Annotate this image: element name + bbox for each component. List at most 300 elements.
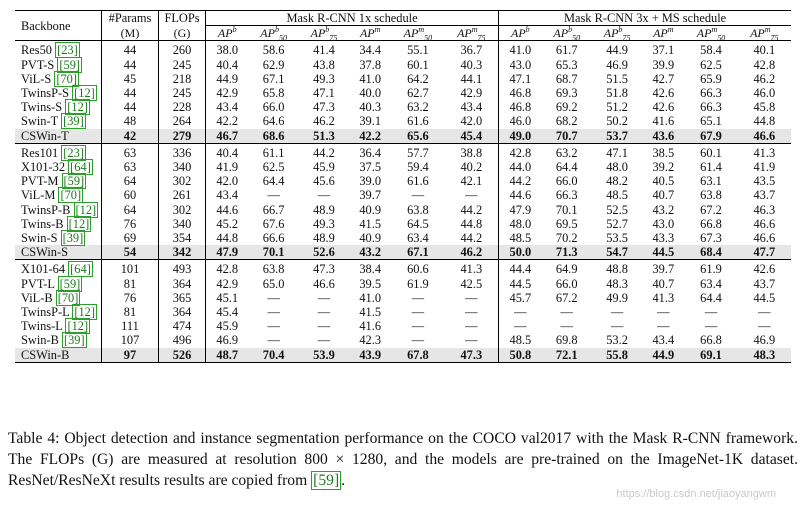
value-3x-cell: 53.5: [606, 231, 628, 246]
value-3x-cell: 58.4: [700, 43, 722, 58]
value-1x-cell: 42.9: [206, 277, 249, 291]
flops-cell: 279: [159, 129, 206, 144]
value-3x-cell: 46.2: [753, 71, 776, 86]
value-1x-cell: 49.3: [313, 216, 335, 231]
metric-header: $AP^b$: [206, 26, 249, 41]
value-3x-cell: 40.5: [652, 174, 675, 189]
citation-link[interactable]: [70]: [60, 188, 82, 203]
value-3x-cell: 42.7: [652, 71, 675, 86]
citation-link[interactable]: [12]: [75, 202, 97, 217]
value-1x-cell: 65.0: [262, 276, 285, 291]
backbone-cell: [15, 260, 102, 277]
value-1x-cell: 44.2: [460, 231, 483, 246]
value-3x-cell: 43.7: [753, 276, 776, 291]
value-3x-cell: 66.3: [700, 86, 722, 101]
value-3x-cell: 46.9: [753, 333, 776, 348]
value-3x-cell: 43.0: [652, 216, 675, 231]
value-1x-cell: 41.4: [313, 43, 335, 58]
value-1x-cell: 64.2: [407, 71, 429, 86]
value-1x-cell: 40.9: [359, 231, 382, 246]
value-1x-cell: 52.6: [299, 245, 349, 260]
ours-row: [15, 348, 791, 363]
value-3x-cell: 48.2: [606, 174, 628, 189]
backbone-cell: [15, 86, 102, 100]
value-3x-cell: 50.0: [499, 245, 542, 260]
params-cell: 76: [102, 217, 159, 231]
value-3x-cell: 43.5: [753, 174, 776, 189]
backbone-name: TwinsP-S: [21, 86, 70, 101]
value-1x-cell: 42.5: [460, 276, 483, 291]
backbone-name: TwinsP-B: [21, 202, 71, 217]
value-3x-cell: 42.6: [652, 86, 675, 101]
backbone-cell: [15, 291, 102, 305]
value-3x-cell: 69.1: [684, 348, 737, 363]
flops-cell: 302: [159, 203, 206, 217]
value-1x-cell: 44.6: [206, 203, 249, 217]
value-1x-cell: 44.8: [460, 216, 483, 231]
value-1x-cell: 61.9: [407, 276, 429, 291]
flops-cell: 354: [159, 231, 206, 245]
value-3x-cell: 38.5: [652, 145, 675, 160]
value-3x-cell: 66.3: [555, 188, 578, 203]
value-1x-cell: 67.1: [391, 245, 444, 260]
value-3x-cell: 46.8: [499, 86, 542, 100]
citation-link[interactable]: [23]: [63, 145, 84, 160]
backbone-name: CSWin-B: [21, 347, 70, 362]
value-1x-cell: 44.2: [313, 145, 335, 160]
value-3x-cell: 68.4: [684, 245, 737, 260]
value-3x-cell: 65.1: [700, 114, 722, 129]
value-3x-cell: 50.8: [499, 348, 542, 363]
value-3x-cell: 68.2: [555, 114, 578, 129]
flops-cell: 342: [159, 245, 206, 260]
value-1x-cell: 47.1: [313, 86, 335, 101]
value-1x-cell: 47.3: [313, 262, 335, 277]
backbone-name: Twins-L: [21, 319, 63, 334]
value-1x-cell: 45.9: [313, 160, 335, 175]
params-cell: 76: [102, 291, 159, 305]
value-3x-cell: 46.0: [753, 86, 776, 101]
backbone-name: TwinsP-L: [21, 305, 70, 320]
backbone-name: CSWin-T: [21, 128, 69, 143]
backbone-name: Twins-S: [21, 100, 63, 115]
col-params-unit: (M): [102, 26, 159, 41]
value-3x-cell: —: [560, 319, 573, 334]
flops-cell: 526: [159, 348, 206, 363]
backbone-cell: [15, 174, 102, 188]
flops-cell: 364: [159, 277, 206, 291]
value-3x-cell: 46.6: [738, 129, 791, 144]
value-3x-cell: 39.9: [652, 57, 675, 72]
col-flops-unit: (G): [159, 26, 206, 41]
table-row: [15, 203, 791, 217]
value-3x-cell: 48.3: [738, 348, 791, 363]
value-3x-cell: 47.9: [499, 203, 542, 217]
value-3x-cell: 43.4: [652, 333, 675, 348]
value-1x-cell: 43.4: [206, 188, 249, 202]
metric-header: $AP^m$: [349, 26, 391, 41]
backbone-cell: [15, 305, 102, 319]
value-3x-cell: 42.8: [753, 57, 776, 72]
metric-header: $AP^b_{50}$: [248, 26, 298, 41]
value-1x-cell: 66.0: [262, 100, 285, 115]
params-cell: 44: [102, 41, 159, 58]
backbone-cell: [15, 245, 102, 260]
citation-link[interactable]: [12]: [74, 305, 96, 320]
value-1x-cell: —: [317, 333, 331, 348]
value-3x-cell: 44.9: [606, 43, 628, 58]
backbone-name: Twins-B: [21, 216, 64, 231]
flops-cell: 493: [159, 260, 206, 277]
value-1x-cell: 62.7: [407, 86, 429, 101]
value-1x-cell: —: [411, 333, 425, 348]
value-1x-cell: 45.9: [206, 319, 249, 333]
flops-cell: 218: [159, 72, 206, 86]
caption-end: .: [341, 472, 346, 489]
value-1x-cell: 40.4: [206, 58, 249, 72]
value-1x-cell: 61.6: [407, 174, 429, 189]
value-1x-cell: 48.9: [313, 231, 335, 246]
value-1x-cell: 46.6: [313, 276, 335, 291]
value-3x-cell: 43.0: [499, 58, 542, 72]
table-row: [15, 333, 791, 347]
value-1x-cell: —: [411, 305, 425, 320]
value-1x-cell: 39.0: [359, 174, 382, 189]
value-1x-cell: 42.2: [206, 114, 249, 128]
value-3x-cell: 66.3: [700, 100, 722, 115]
value-3x-cell: 48.0: [606, 160, 628, 175]
metric-header: $AP^m$: [642, 26, 684, 41]
value-3x-cell: 71.3: [542, 245, 592, 260]
value-3x-cell: 66.0: [555, 276, 578, 291]
value-1x-cell: 61.6: [407, 114, 429, 129]
params-cell: 101: [102, 260, 159, 277]
params-cell: 44: [102, 58, 159, 72]
value-3x-cell: 46.8: [499, 100, 542, 114]
value-3x-cell: 69.5: [555, 216, 578, 231]
caption-resolution: 800 × 1280: [304, 451, 384, 468]
value-3x-cell: 37.1: [652, 43, 675, 58]
value-3x-cell: 39.7: [652, 262, 675, 277]
value-3x-cell: 63.2: [555, 145, 578, 160]
value-3x-cell: 61.4: [700, 160, 722, 175]
value-1x-cell: 41.6: [359, 319, 382, 334]
value-1x-cell: —: [465, 333, 478, 348]
value-1x-cell: 43.2: [349, 245, 391, 260]
value-1x-cell: —: [465, 319, 478, 334]
citation-link[interactable]: [23]: [57, 43, 78, 58]
table-row: [15, 305, 791, 319]
value-1x-cell: —: [317, 305, 331, 320]
value-1x-cell: 44.9: [206, 72, 249, 86]
citation-link[interactable]: [39]: [62, 231, 84, 246]
value-1x-cell: 51.3: [299, 129, 349, 144]
value-3x-cell: 68.7: [555, 71, 578, 86]
value-3x-cell: 46.6: [753, 216, 776, 231]
value-3x-cell: 63.4: [700, 276, 722, 291]
watermark: https://blog.csdn.net/jiaoyangwm: [616, 488, 776, 500]
value-3x-cell: 42.6: [753, 262, 776, 277]
flops-cell: 340: [159, 217, 206, 231]
value-3x-cell: —: [758, 319, 771, 334]
value-3x-cell: 47.7: [738, 245, 791, 260]
value-3x-cell: 40.7: [652, 188, 675, 203]
flops-cell: 496: [159, 333, 206, 347]
value-1x-cell: 64.6: [262, 114, 285, 129]
backbone-name: PVT-S: [21, 57, 55, 72]
value-3x-cell: 40.1: [753, 43, 776, 58]
value-1x-cell: 45.4: [445, 129, 499, 144]
citation-link[interactable]: [39]: [63, 114, 84, 129]
value-3x-cell: 47.1: [606, 145, 628, 160]
params-cell: 107: [102, 333, 159, 347]
params-cell: 64: [102, 174, 159, 188]
params-cell: 81: [102, 277, 159, 291]
backbone-cell: [15, 231, 102, 245]
value-1x-cell: 60.1: [407, 57, 429, 72]
backbone-cell: [15, 333, 102, 347]
citation-link[interactable]: [70]: [56, 71, 77, 86]
value-3x-cell: —: [657, 305, 670, 320]
backbone-cell: [15, 72, 102, 86]
value-3x-cell: 44.4: [499, 260, 542, 277]
citation-link[interactable]: [64]: [70, 262, 91, 277]
params-cell: 42: [102, 129, 159, 144]
params-cell: 97: [102, 348, 159, 363]
value-3x-cell: 70.7: [542, 129, 592, 144]
flops-cell: 245: [159, 86, 206, 100]
value-1x-cell: 47.3: [313, 100, 335, 115]
value-3x-cell: —: [758, 305, 771, 320]
value-1x-cell: 43.4: [460, 100, 483, 115]
params-cell: 54: [102, 245, 159, 260]
value-1x-cell: 66.7: [262, 202, 285, 217]
backbone-cell: [15, 188, 102, 202]
flops-cell: 364: [159, 305, 206, 319]
value-1x-cell: 43.9: [349, 348, 391, 363]
value-3x-cell: 44.5: [499, 277, 542, 291]
backbone-cell: [15, 129, 102, 144]
value-3x-cell: —: [499, 305, 542, 319]
value-3x-cell: 60.1: [700, 145, 722, 160]
value-3x-cell: 44.9: [642, 348, 684, 363]
backbone-cell: [15, 114, 102, 128]
value-1x-cell: 42.9: [460, 86, 483, 101]
citation-link[interactable]: [59]: [59, 276, 81, 291]
value-3x-cell: 49.9: [606, 290, 628, 305]
metric-header: $AP^m_{50}$: [391, 26, 444, 41]
group-1x: Mask R-CNN 1x schedule: [206, 11, 499, 26]
ours-row: [15, 245, 791, 260]
value-3x-cell: 67.2: [700, 202, 722, 217]
value-3x-cell: 43.6: [642, 129, 684, 144]
backbone-cell: [15, 217, 102, 231]
value-3x-cell: 52.5: [606, 202, 628, 217]
metric-header: $AP^b$: [499, 26, 542, 41]
value-1x-cell: 61.1: [262, 145, 285, 160]
value-3x-cell: 48.3: [606, 276, 628, 291]
caption-label: Table 4:: [8, 430, 60, 447]
backbone-name: ViL-S: [21, 71, 52, 86]
value-1x-cell: 57.7: [407, 145, 429, 160]
backbone-cell: [15, 203, 102, 217]
backbone-cell: [15, 41, 102, 58]
group-3x: Mask R-CNN 3x + MS schedule: [499, 11, 791, 26]
flops-cell: 228: [159, 100, 206, 114]
value-1x-cell: 64.5: [407, 216, 429, 231]
value-1x-cell: —: [267, 319, 280, 334]
table-row: [15, 231, 791, 245]
table-row: [15, 174, 791, 188]
value-3x-cell: 43.3: [652, 231, 675, 246]
value-1x-cell: 48.9: [313, 202, 335, 217]
table-body: [15, 41, 791, 362]
params-cell: 60: [102, 188, 159, 202]
value-3x-cell: 45.7: [499, 291, 542, 305]
backbone-name: Swin-B: [21, 333, 59, 348]
value-3x-cell: 48.5: [499, 333, 542, 347]
value-1x-cell: 40.9: [359, 202, 382, 217]
value-1x-cell: 65.6: [391, 129, 444, 144]
value-3x-cell: 43.7: [753, 188, 776, 203]
value-3x-cell: 63.1: [700, 174, 722, 189]
backbone-cell: [15, 143, 102, 160]
table-row: [15, 188, 791, 202]
value-1x-cell: —: [465, 188, 478, 203]
table-row: [15, 277, 791, 291]
value-3x-cell: 41.0: [499, 41, 542, 58]
value-3x-cell: 64.9: [555, 262, 578, 277]
ours-row: [15, 129, 791, 144]
value-3x-cell: 64.4: [700, 290, 722, 305]
citation-link[interactable]: [59]: [59, 57, 81, 72]
value-3x-cell: 42.8: [499, 143, 542, 160]
metric-header: $AP^b_{75}$: [592, 26, 642, 41]
value-1x-cell: 43.8: [313, 57, 335, 72]
value-1x-cell: 62.9: [262, 57, 285, 72]
citation-link[interactable]: [39]: [63, 333, 85, 348]
params-cell: 69: [102, 231, 159, 245]
value-1x-cell: 44.1: [460, 71, 483, 86]
value-3x-cell: 67.3: [700, 231, 722, 246]
backbone-cell: [15, 277, 102, 291]
value-3x-cell: 66.8: [700, 216, 722, 231]
value-3x-cell: 41.9: [753, 160, 776, 175]
params-cell: 45: [102, 72, 159, 86]
value-3x-cell: 48.0: [499, 217, 542, 231]
value-1x-cell: 47.3: [445, 348, 499, 363]
citation-link[interactable]: [12]: [67, 319, 89, 334]
value-3x-cell: 70.1: [555, 202, 578, 217]
value-3x-cell: —: [499, 319, 542, 333]
caption-text-2: , and the models are pre-trained on the ImageNet-1K dataset. ResNet/ResNeXt results results are copied from: [8, 451, 798, 489]
value-1x-cell: 45.2: [206, 217, 249, 231]
params-cell: 111: [102, 319, 159, 333]
value-1x-cell: 63.2: [407, 100, 429, 115]
value-3x-cell: 44.6: [499, 188, 542, 202]
backbone-name: Swin-T: [21, 114, 58, 129]
metric-header: $AP^m_{75}$: [445, 26, 499, 41]
value-1x-cell: 40.4: [206, 143, 249, 160]
value-1x-cell: 48.7: [206, 348, 249, 363]
citation-link[interactable]: [70]: [57, 290, 79, 305]
value-3x-cell: 67.9: [684, 129, 737, 144]
col-flops: FLOPs: [159, 11, 206, 26]
value-3x-cell: 65.3: [555, 57, 578, 72]
citation-link[interactable]: [64]: [70, 160, 91, 175]
value-3x-cell: 45.8: [753, 100, 776, 115]
value-1x-cell: 49.3: [313, 71, 335, 86]
caption-ref-link[interactable]: [59]: [313, 472, 340, 489]
params-cell: 44: [102, 100, 159, 114]
value-1x-cell: 41.0: [359, 290, 382, 305]
value-1x-cell: 38.0: [206, 41, 249, 58]
value-1x-cell: 36.7: [460, 43, 483, 58]
citation-link[interactable]: [12]: [67, 100, 88, 115]
value-1x-cell: —: [267, 290, 280, 305]
value-3x-cell: 42.6: [652, 100, 675, 115]
value-3x-cell: 62.5: [700, 57, 722, 72]
metric-header: $AP^m_{75}$: [738, 26, 791, 41]
value-3x-cell: 66.8: [700, 333, 722, 348]
value-1x-cell: 36.4: [359, 145, 382, 160]
backbone-name: PVT-L: [21, 276, 55, 291]
value-3x-cell: 61.7: [555, 43, 578, 58]
value-3x-cell: 72.1: [542, 348, 592, 363]
value-3x-cell: 70.2: [555, 231, 578, 246]
value-3x-cell: —: [610, 305, 624, 320]
value-1x-cell: 42.2: [349, 129, 391, 144]
value-1x-cell: 70.1: [248, 245, 298, 260]
value-1x-cell: 62.5: [262, 160, 285, 175]
flops-cell: 264: [159, 114, 206, 128]
value-1x-cell: 42.9: [206, 86, 249, 100]
citation-link[interactable]: [59]: [63, 174, 85, 189]
value-1x-cell: —: [317, 188, 331, 203]
value-3x-cell: 54.7: [592, 245, 642, 260]
backbone-name: Swin-S: [21, 231, 58, 246]
header-row-1: [15, 11, 791, 26]
backbone-name: X101-64: [21, 262, 66, 277]
col-params: #Params: [102, 11, 159, 26]
value-1x-cell: 42.1: [460, 174, 483, 189]
value-1x-cell: —: [465, 290, 478, 305]
value-1x-cell: 67.8: [391, 348, 444, 363]
metric-header: $AP^b_{50}$: [542, 26, 592, 41]
value-3x-cell: 63.8: [700, 188, 722, 203]
citation-link[interactable]: [12]: [68, 216, 90, 231]
value-3x-cell: 51.5: [606, 71, 628, 86]
value-3x-cell: 44.2: [499, 174, 542, 188]
table-row: [15, 41, 791, 58]
value-1x-cell: 67.1: [262, 71, 285, 86]
value-3x-cell: —: [704, 319, 718, 334]
params-cell: 63: [102, 143, 159, 160]
flops-cell: 302: [159, 174, 206, 188]
value-3x-cell: 65.9: [700, 71, 722, 86]
citation-link[interactable]: [12]: [74, 86, 95, 101]
value-3x-cell: 44.0: [499, 160, 542, 174]
table-row: [15, 291, 791, 305]
value-1x-cell: 63.8: [262, 262, 285, 277]
value-3x-cell: —: [610, 319, 624, 334]
value-1x-cell: 70.4: [248, 348, 298, 363]
value-1x-cell: 41.9: [206, 160, 249, 174]
value-1x-cell: —: [317, 319, 331, 334]
value-3x-cell: —: [704, 305, 718, 320]
value-3x-cell: 51.2: [606, 100, 628, 115]
value-1x-cell: 46.9: [206, 333, 249, 347]
